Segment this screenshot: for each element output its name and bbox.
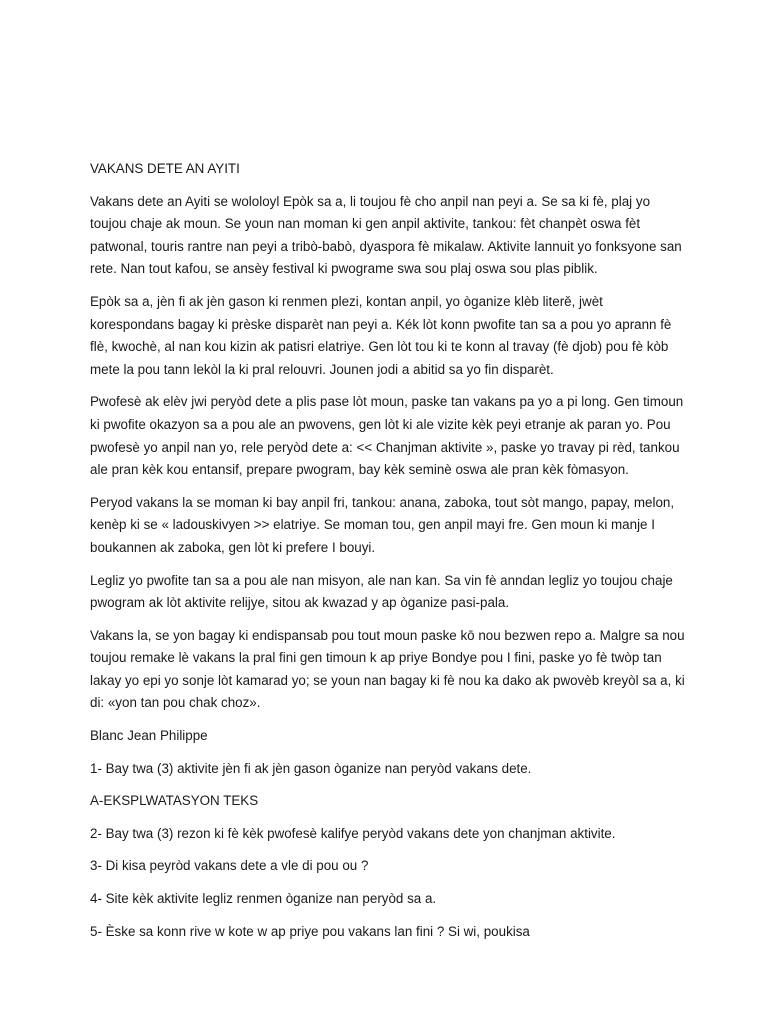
document-body (90, 158, 690, 953)
question-3: 3- Di kisa peyròd vakans dete a vle di pou ou ? (90, 858, 369, 874)
author-name: Blanc Jean Philippe (90, 728, 208, 744)
paragraph-teachers-students: Pwofesè ak elèv jwi peryòd dete a plis pase lòt moun, paske tan vakans pa yo a pi long. Gen timoun ki pwofite okazyon sa a pou ale an pwovens, gen lòt ki ale vizite kèk peyi etranje ak paran yo. Pou pwofesè yo anpil nan yo, rele peryòd dete a: << Chanjman aktivite », paske yo travay pi rèd, tankou ale pran kèk kou entansif, prepare pwogram, bay kèk seminè oswa ale pran kèk fòmasyon. (90, 394, 684, 478)
document-title: VAKANS DETE AN AYITI (90, 161, 240, 176)
paragraph-intro: Vakans dete an Ayiti se wololoyl Epòk sa a, li toujou fè cho anpil nan peyi a. Se sa ki fè, plaj yo toujou chaje ak moun. Se youn nan moman ki gen anpil aktivite, tankou: fèt chanpèt oswa fèt patwonal, touris rantre nan peyi a tribò-babò, dyaspora fè mikalaw. Aktivite lannuit yo fonksyone san rete. Nan tout kafou, se ansèy festival ki pwograme swa sou plaj oswa sou plas piblik. (90, 193, 682, 277)
section-heading-exploitation: A-EKSPLWATASYON TEKS (90, 793, 259, 809)
question-5: 5- Èske sa konn rive w kote w ap priye pou vakans lan fini ? Si wi, poukisa (90, 923, 530, 939)
paragraph-churches: Legliz yo pwofite tan sa a pou ale nan misyon, ale nan kan. Sa vin fè anndan legliz yo toujou chaje pwogram ak lòt aktivite relijye, sitou ak kwazad y ap òganize pasi-pala. (90, 572, 673, 611)
question-1: 1- Bay twa (3) aktivite jèn fi ak jèn gason òganize nan peryòd vakans dete. (90, 760, 532, 776)
paragraph-conclusion: Vakans la, se yon bagay ki endispansab pou tout moun paske kō nou bezwen repo a. Malgre sa nou toujou remake lè vakans la pral fini gen timoun k ap priye Bondye pou I fini, paske yo fè twòp tan lakay yo epi yo sonje lòt kamarad yo; se youn nan bagay ki fè nou ka dako ak pwovèb kreyòl sa a, ki di: «yon tan pou chak choz». (90, 627, 685, 711)
paragraph-fruits: Peryod vakans la se moman ki bay anpil fri, tankou: anana, zaboka, tout sòt mango, papay, melon, kenèp ki se « ladouskivyen >> elatriye. Se moman tou, gen anpil mayi fre. Gen moun ki manje I boukannen ak zaboka, gen lòt ki prefere I bouyi. (90, 494, 675, 555)
question-2: 2- Bay twa (3) rezon ki fè kèk pwofesè kalifye peryòd vakans dete yon chanjman aktivite. (90, 825, 616, 841)
paragraph-youth-activities: Epòk sa a, jèn fi ak jèn gason ki renmen plezi, kontan anpil, yo òganize klèb literě, jwèt korespondans bagay ki prèske disparèt nan peyi a. Kék lòt konn pwofite tan sa a pou yo aprann fè flè, kwochè, al nan kou kizin ak patisri elatriye. Gen lòt tou ki te konn al travay (fè djob) pou fè kòb mete la pou tann lekòl la ki pral relouvri. Jounen jodi a abitid sa yo fin disparèt. (90, 293, 672, 377)
question-4: 4- Site kèk aktivite legliz renmen òganize nan peryòd sa a. (90, 891, 437, 907)
